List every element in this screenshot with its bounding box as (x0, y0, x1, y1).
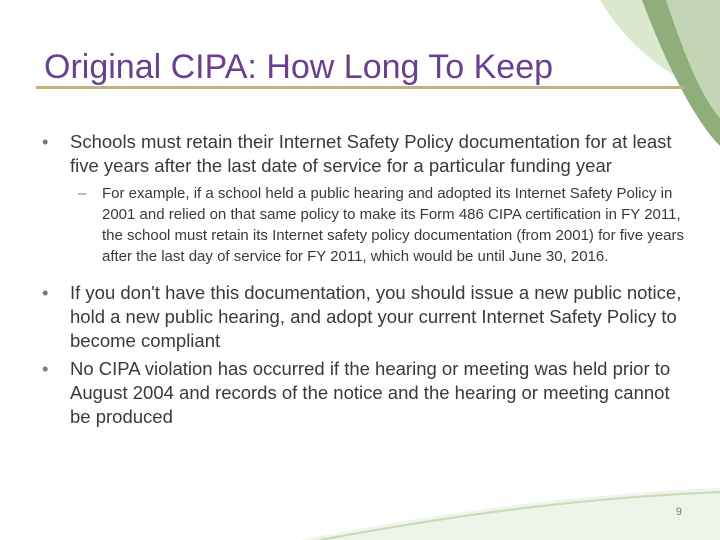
bullet-text: No CIPA violation has occurred if the hearing or meeting was held prior to August 2004 and records of the notice and the hearing or meeting cannot be produced (70, 358, 671, 427)
sub-bullet-marker: – (78, 185, 87, 202)
bullet-marker: • (42, 358, 49, 379)
bullet-text: Schools must retain their Internet Safety Policy documentation for at least five years after the last date of service for a particular funding year (70, 131, 672, 176)
bullet-text: If you don't have this documentation, you should issue a new public notice, hold a new public hearing, and adopt your current Internet Safety Policy to become compliant (70, 282, 682, 351)
bullet-marker: • (42, 131, 49, 152)
bullet-marker: • (42, 282, 49, 303)
slide-title: Original CIPA: How Long To Keep (44, 48, 554, 86)
sub-bullet-item (36, 183, 686, 267)
bullet-item-3 (36, 357, 686, 429)
page-number: 9 (675, 506, 682, 518)
sub-bullet-text: For example, if a school held a public hearing and adopted its Internet Safety Policy in 2001 and relied on that same policy to make its Form 486 CIPA certification in FY 2011, the school must retain its Internet safety policy documentation (from 2001) for five years after the last day of service for FY 2011, which would be until June 30, 2016. (102, 185, 684, 265)
bullet-list (36, 130, 686, 429)
bullet-item-2 (36, 281, 686, 353)
bullet-item-1 (36, 130, 686, 178)
title-underline (36, 86, 684, 89)
